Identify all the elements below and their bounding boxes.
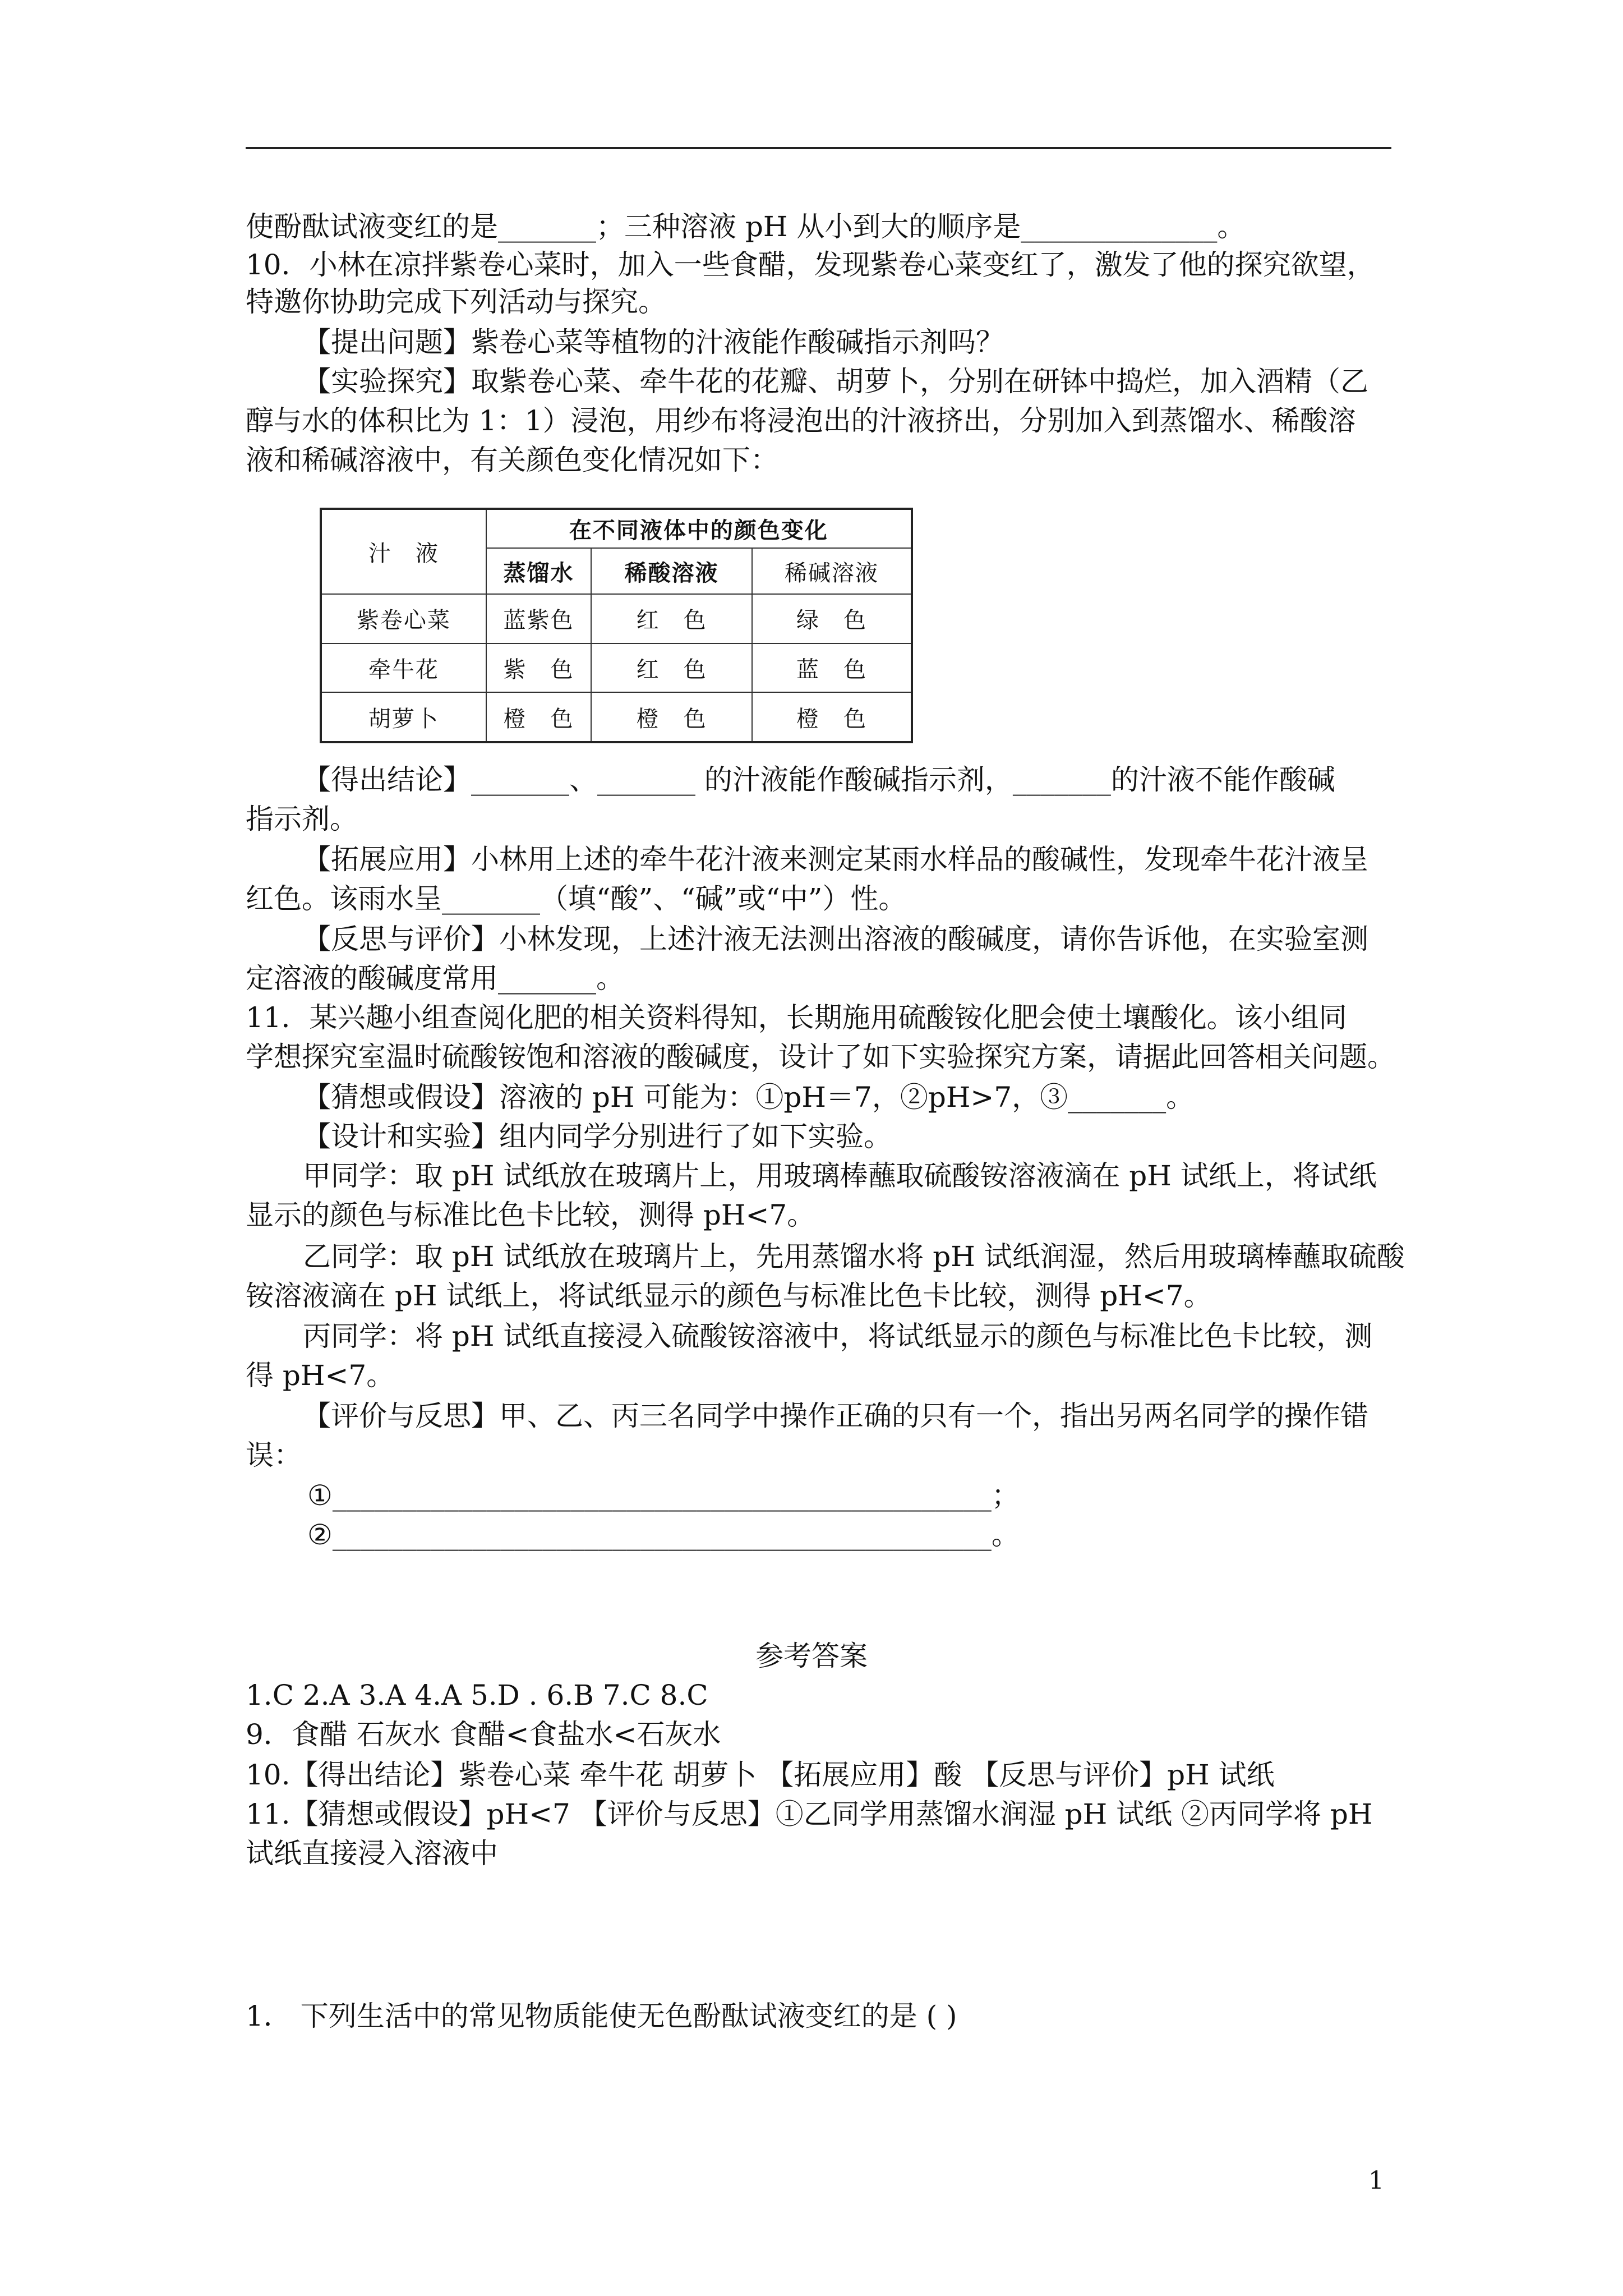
table-cell: 橙 色 — [752, 692, 912, 742]
q10-question: 【提出问题】紫卷心菜等植物的汁液能作酸碱指示剂吗？ — [303, 326, 1004, 358]
q9-tail: 使酚酞试液变红的是_______；三种溶液 pH 从小到大的顺序是______________。 — [246, 210, 1246, 243]
table-cell: 蓝 色 — [752, 643, 912, 693]
q11-student-b: 乙同学：取 pH 试纸放在玻璃片上，先用蒸馏水将 pH 试纸润湿，然后用玻璃棒蘸取硫酸 — [303, 1240, 1405, 1273]
q10-conclusion: 【得出结论】_______、_______ 的汁液能作酸碱指示剂，_______的汁液不能作酸碱 — [303, 763, 1335, 796]
color-change-table — [320, 508, 913, 743]
q11-evaluation: 【评价与反思】甲、乙、丙三名同学中操作正确的只有一个，指出另两名同学的操作错 — [303, 1400, 1368, 1432]
q11-design: 【设计和实验】组内同学分别进行了如下实验。 — [303, 1120, 892, 1153]
table-row — [321, 594, 912, 643]
q11-student-c: 丙同学：将 pH 试纸直接浸入硫酸铵溶液中，将试纸显示的颜色与标准比色卡比较，测 — [303, 1320, 1373, 1352]
q11-evaluation-cont: 误： — [246, 1439, 302, 1471]
page-number: 1 — [1368, 2166, 1384, 2195]
table-header-group: 在不同液体中的颜色变化 — [486, 509, 912, 548]
table-header-base: 稀碱溶液 — [752, 548, 912, 594]
table-cell: 橙 色 — [591, 692, 752, 742]
q10-conclusion-cont: 指示剂。 — [246, 803, 358, 835]
table-cell: 红 色 — [591, 643, 752, 693]
q10-extension: 【拓展应用】小林用上述的牵牛花汁液来测定某雨水样品的酸碱性，发现牵牛花汁液呈 — [303, 843, 1368, 876]
table-row — [321, 643, 912, 693]
table-row — [321, 692, 912, 742]
q10-extension-cont: 红色。该雨水呈_______（填“酸”、“碱”或“中”）性。 — [246, 882, 907, 915]
answer-9: 9．食醋 石灰水 食醋<食盐水<石灰水 — [246, 1718, 721, 1751]
next-question-1: 1． 下列生活中的常见物质能使无色酚酞试液变红的是 ( ) — [246, 2000, 957, 2032]
table-cell: 绿 色 — [752, 594, 912, 643]
table-header-juice: 汁 液 — [321, 509, 486, 594]
answers-title: 参考答案 — [755, 1640, 868, 1672]
q11-blank-2: ②_______________________________________________。 — [307, 1519, 1020, 1551]
answer-10: 10.【得出结论】紫卷心菜 牵牛花 胡萝卜 【拓展应用】酸 【反思与评价】pH 试纸 — [246, 1759, 1275, 1791]
table-cell: 橙 色 — [486, 692, 591, 742]
header-rule — [246, 147, 1391, 149]
table-cell: 蓝紫色 — [486, 594, 591, 643]
answers-mc: 1.C 2.A 3.A 4.A 5.D . 6.B 7.C 8.C — [246, 1679, 708, 1711]
q10-reflection: 【反思与评价】小林发现，上述汁液无法测出溶液的酸碱度，请你告诉他，在实验室测 — [303, 923, 1368, 955]
table-cell: 牵牛花 — [321, 643, 486, 693]
answer-11-cont: 试纸直接浸入溶液中 — [246, 1837, 498, 1870]
table-cell: 紫 色 — [486, 643, 591, 693]
answer-11: 11.【猜想或假设】pH<7 【评价与反思】①乙同学用蒸馏水润湿 pH 试纸 ②丙同学将 pH — [246, 1798, 1373, 1830]
q11-stem-cont: 学想探究室温时硫酸铵饱和溶液的酸碱度，设计了如下实验探究方案，请据此回答相关问题。 — [246, 1041, 1395, 1073]
q10-experiment-cont: 醇与水的体积比为 1：1）浸泡，用纱布将浸泡出的汁液挤出，分别加入到蒸馏水、稀酸溶 — [246, 404, 1356, 437]
table-cell: 胡萝卜 — [321, 692, 486, 742]
q11-hypothesis: 【猜想或假设】溶液的 pH 可能为：①pH＝7，②pH>7，③_______。 — [303, 1081, 1195, 1114]
q10-reflection-cont: 定溶液的酸碱度常用_______。 — [246, 962, 624, 995]
q11-student-a-cont: 显示的颜色与标准比色卡比较，测得 pH<7。 — [246, 1199, 815, 1231]
q11-student-c-cont: 得 pH<7。 — [246, 1359, 395, 1392]
table-header-water: 蒸馏水 — [486, 548, 591, 594]
q11-student-b-cont: 铵溶液滴在 pH 试纸上，将试纸显示的颜色与标准比色卡比较，测得 pH<7。 — [246, 1280, 1212, 1312]
q11-student-a: 甲同学：取 pH 试纸放在玻璃片上，用玻璃棒蘸取硫酸铵溶液滴在 pH 试纸上，将试纸 — [303, 1159, 1377, 1192]
q11-blank-1: ①_______________________________________________； — [307, 1479, 1020, 1512]
table-cell: 紫卷心菜 — [321, 594, 486, 643]
q10-experiment: 【实验探究】取紫卷心菜、牵牛花的花瓣、胡萝卜，分别在研钵中捣烂，加入酒精（乙 — [303, 365, 1368, 398]
table-header-acid: 稀酸溶液 — [591, 548, 752, 594]
table-cell: 红 色 — [591, 594, 752, 643]
q11-stem: 11．某兴趣小组查阅化肥的相关资料得知，长期施用硫酸铵化肥会使土壤酸化。该小组同 — [246, 1001, 1347, 1034]
q10-stem: 10．小林在凉拌紫卷心菜时，加入一些食醋，发现紫卷心菜变红了，激发了他的探究欲望， — [246, 249, 1375, 281]
q10-experiment-cont2: 液和稀碱溶液中，有关颜色变化情况如下： — [246, 444, 778, 476]
q10-stem-cont: 特邀你协助完成下列活动与探究。 — [246, 286, 666, 318]
